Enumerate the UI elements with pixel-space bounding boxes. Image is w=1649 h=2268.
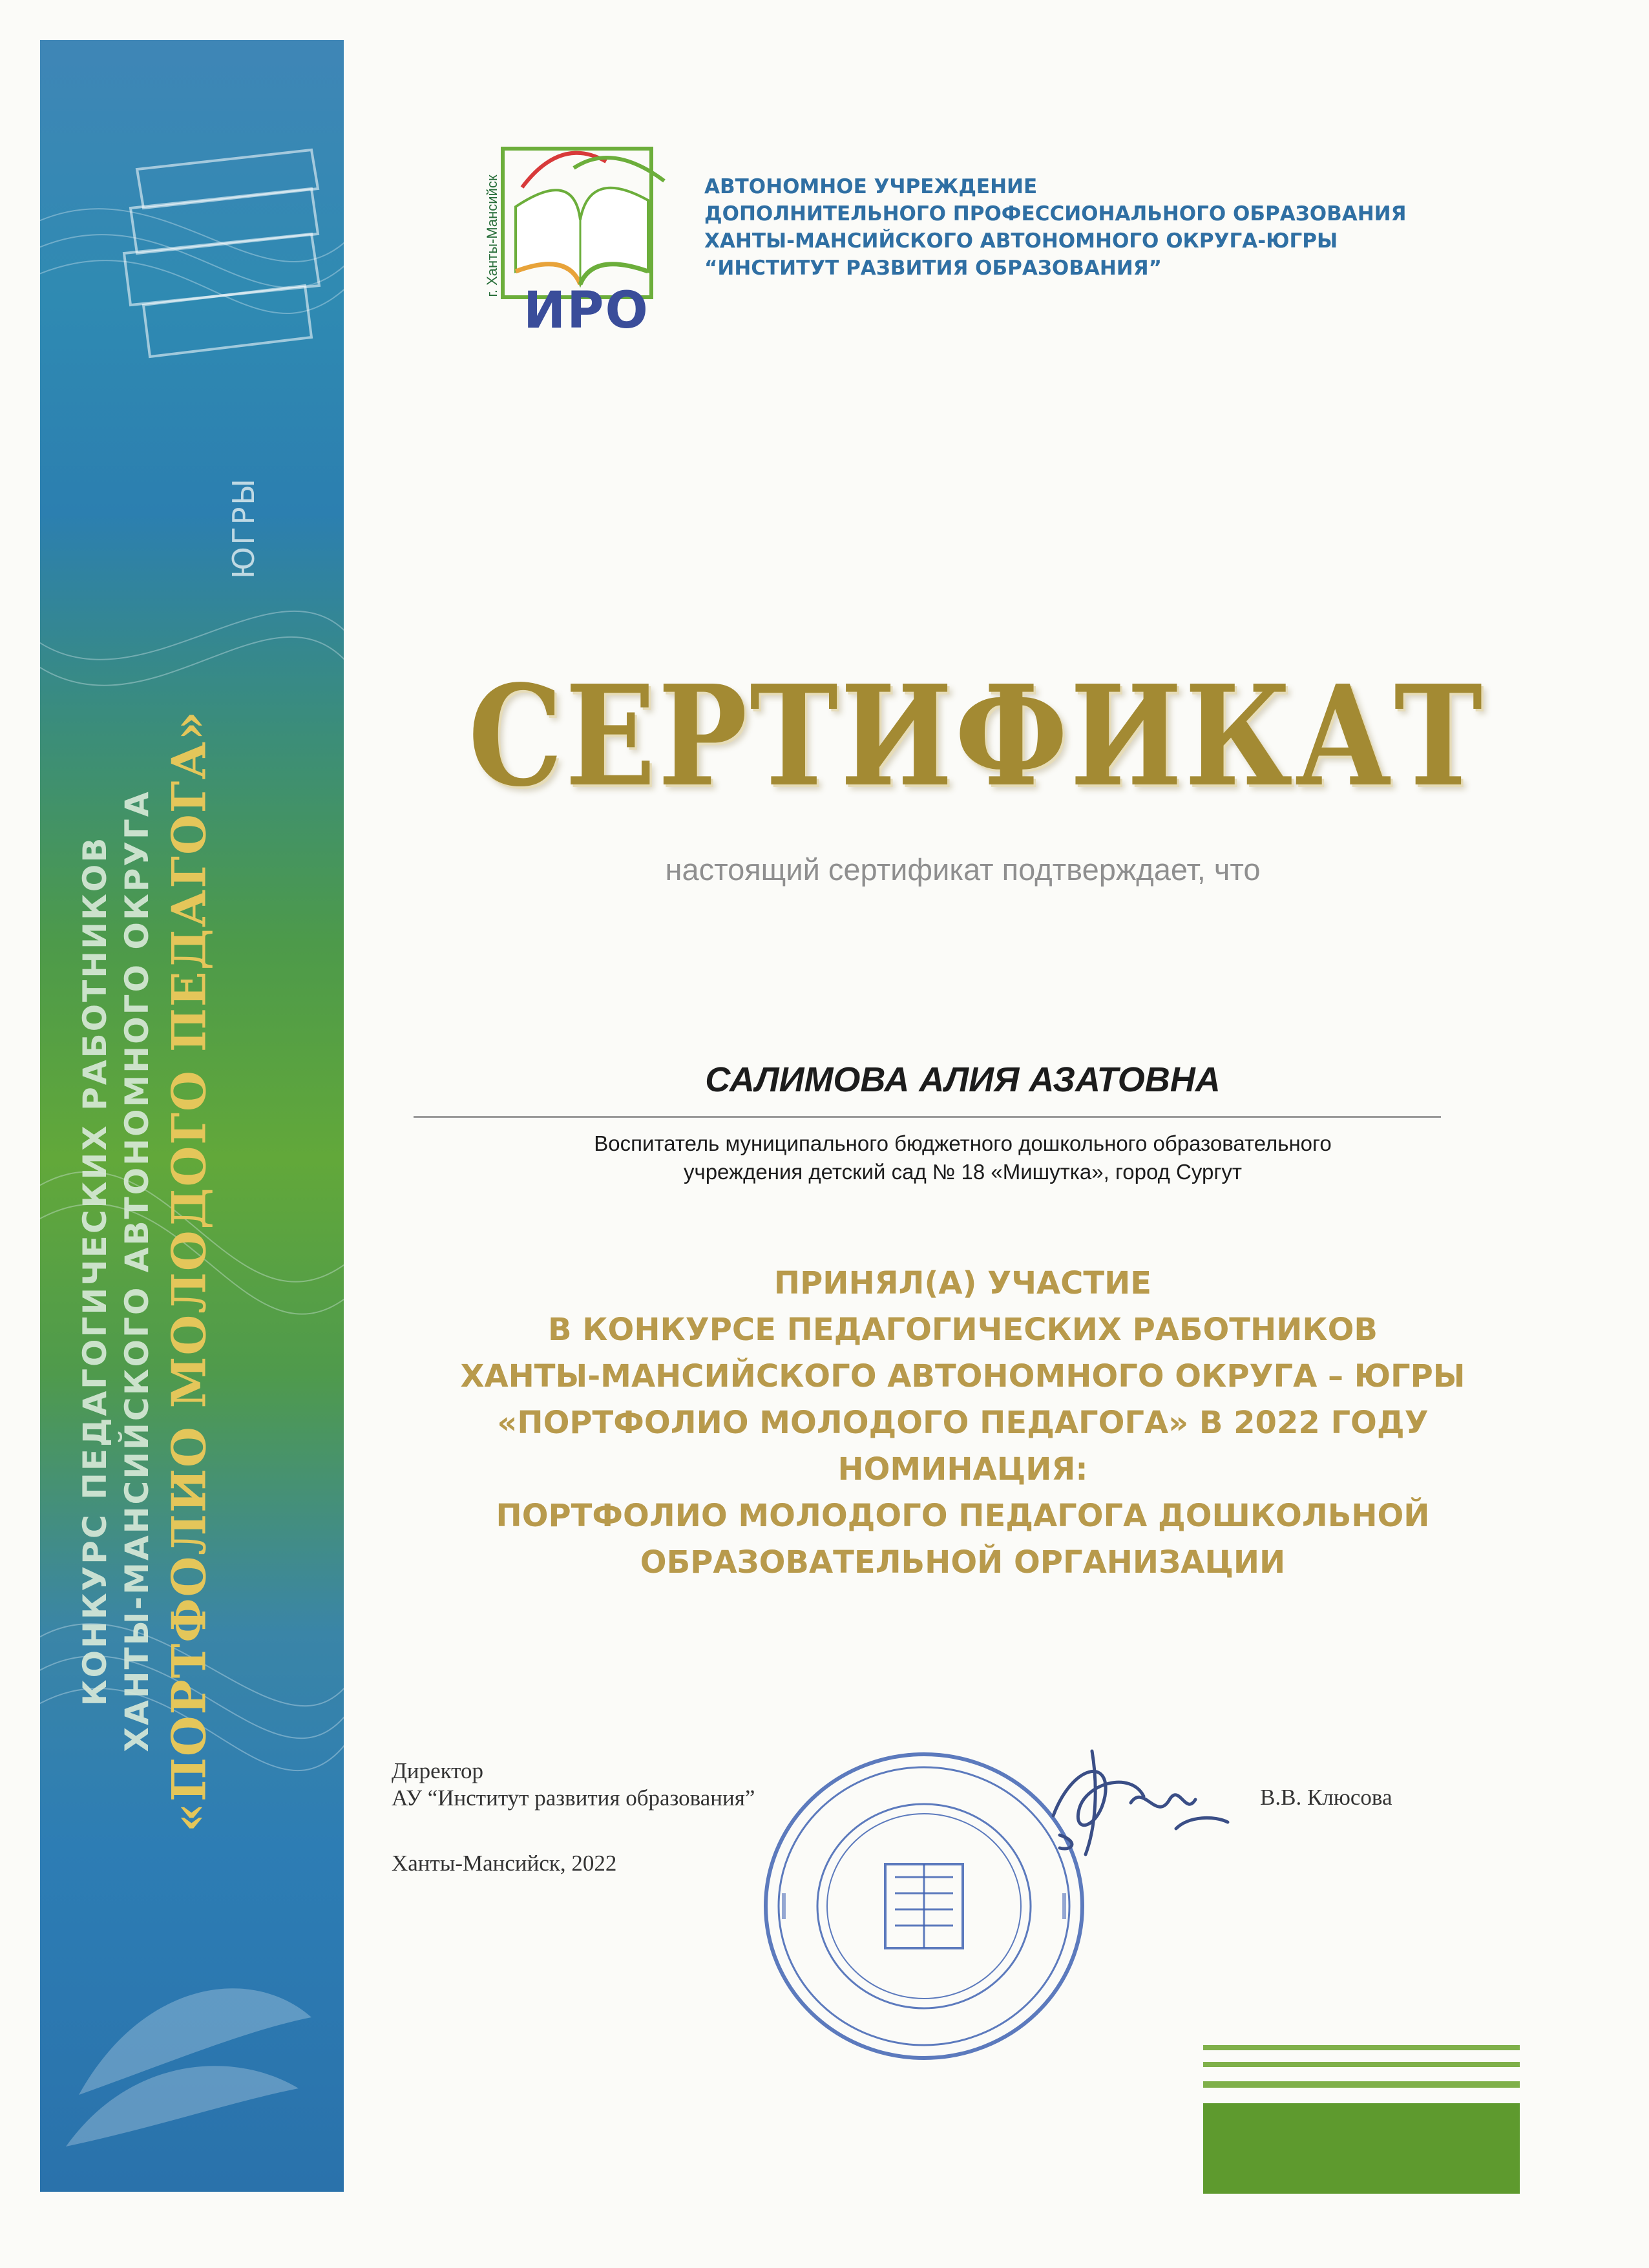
recipient-position [388,1129,1538,1186]
signer-role: Директор [392,1758,484,1783]
place-and-year: Ханты-Мансийск, 2022 [392,1851,617,1876]
organization-line: ХАНТЫ-МАНСИЙСКОГО АВТОНОМНОГО ОКРУГА-ЮГРЫ [704,229,1338,253]
signature-block [392,1758,755,1812]
signer-name: В.В. Клюсова [1260,1785,1392,1810]
signer-institution: АУ “Институт развития образования” [392,1785,755,1811]
decorative-side-band [40,40,344,2192]
position-line: учреждения детский сад № 18 «Мишутка», город Сургут [684,1160,1242,1184]
award-line: НОМИНАЦИЯ: [837,1451,1088,1487]
band-region-line: ХАНТЫ-МАНСИЙСКОГО АВТОНОМНОГО ОКРУГА [118,790,156,1752]
award-line: ПРИНЯЛ(А) УЧАСТИЕ [773,1265,1152,1301]
award-text [349,1260,1577,1586]
organization-name [704,173,1406,282]
logo-wordmark: ИРО [523,282,649,340]
organization-line: ДОПОЛНИТЕЛЬНОГО ПРОФЕССИОНАЛЬНОГО ОБРАЗОВАНИЯ [704,202,1407,226]
director-signature-icon [1034,1738,1241,1861]
award-line: ПОРТФОЛИО МОЛОДОГО ПЕДАГОГА ДОШКОЛЬНОЙ [496,1498,1430,1534]
name-underline [414,1116,1441,1118]
band-contest-title: «ПОРТФОЛИО МОЛОДОГО ПЕДАГОГА» [161,709,216,1832]
award-line: «ПОРТФОЛИО МОЛОДОГО ПЕДАГОГА» В 2022 ГОДУ [497,1405,1429,1441]
decorative-stripes [1203,2045,1520,2194]
award-line: ХАНТЫ-МАНСИЙСКОГО АВТОНОМНОГО ОКРУГА – ЮГРЫ [460,1358,1465,1394]
award-line: ОБРАЗОВАТЕЛЬНОЙ ОРГАНИЗАЦИИ [640,1544,1286,1580]
award-line: В КОНКУРСЕ ПЕДАГОГИЧЕСКИХ РАБОТНИКОВ [547,1312,1378,1348]
band-region-tail: ЮГРЫ [226,476,261,580]
certificate-subtitle: настоящий сертификат подтверждает, что [665,852,1261,887]
band-contest-line: КОНКУРС ПЕДАГОГИЧЕСКИХ РАБОТНИКОВ [76,835,114,1706]
certificate-title: СЕРТИФИКАТ [468,655,1485,817]
organization-line: АВТОНОМНОЕ УЧРЕЖДЕНИЕ [704,175,1038,198]
position-line: Воспитатель муниципального бюджетного дошкольного образовательного [594,1131,1332,1155]
logo-city-label: г. Ханты-Мансийск [484,174,500,297]
recipient-name: САЛИМОВА АЛИЯ АЗАТОВНА [705,1060,1221,1099]
organization-line: “ИНСТИТУТ РАЗВИТИЯ ОБРАЗОВАНИЯ” [704,257,1162,280]
